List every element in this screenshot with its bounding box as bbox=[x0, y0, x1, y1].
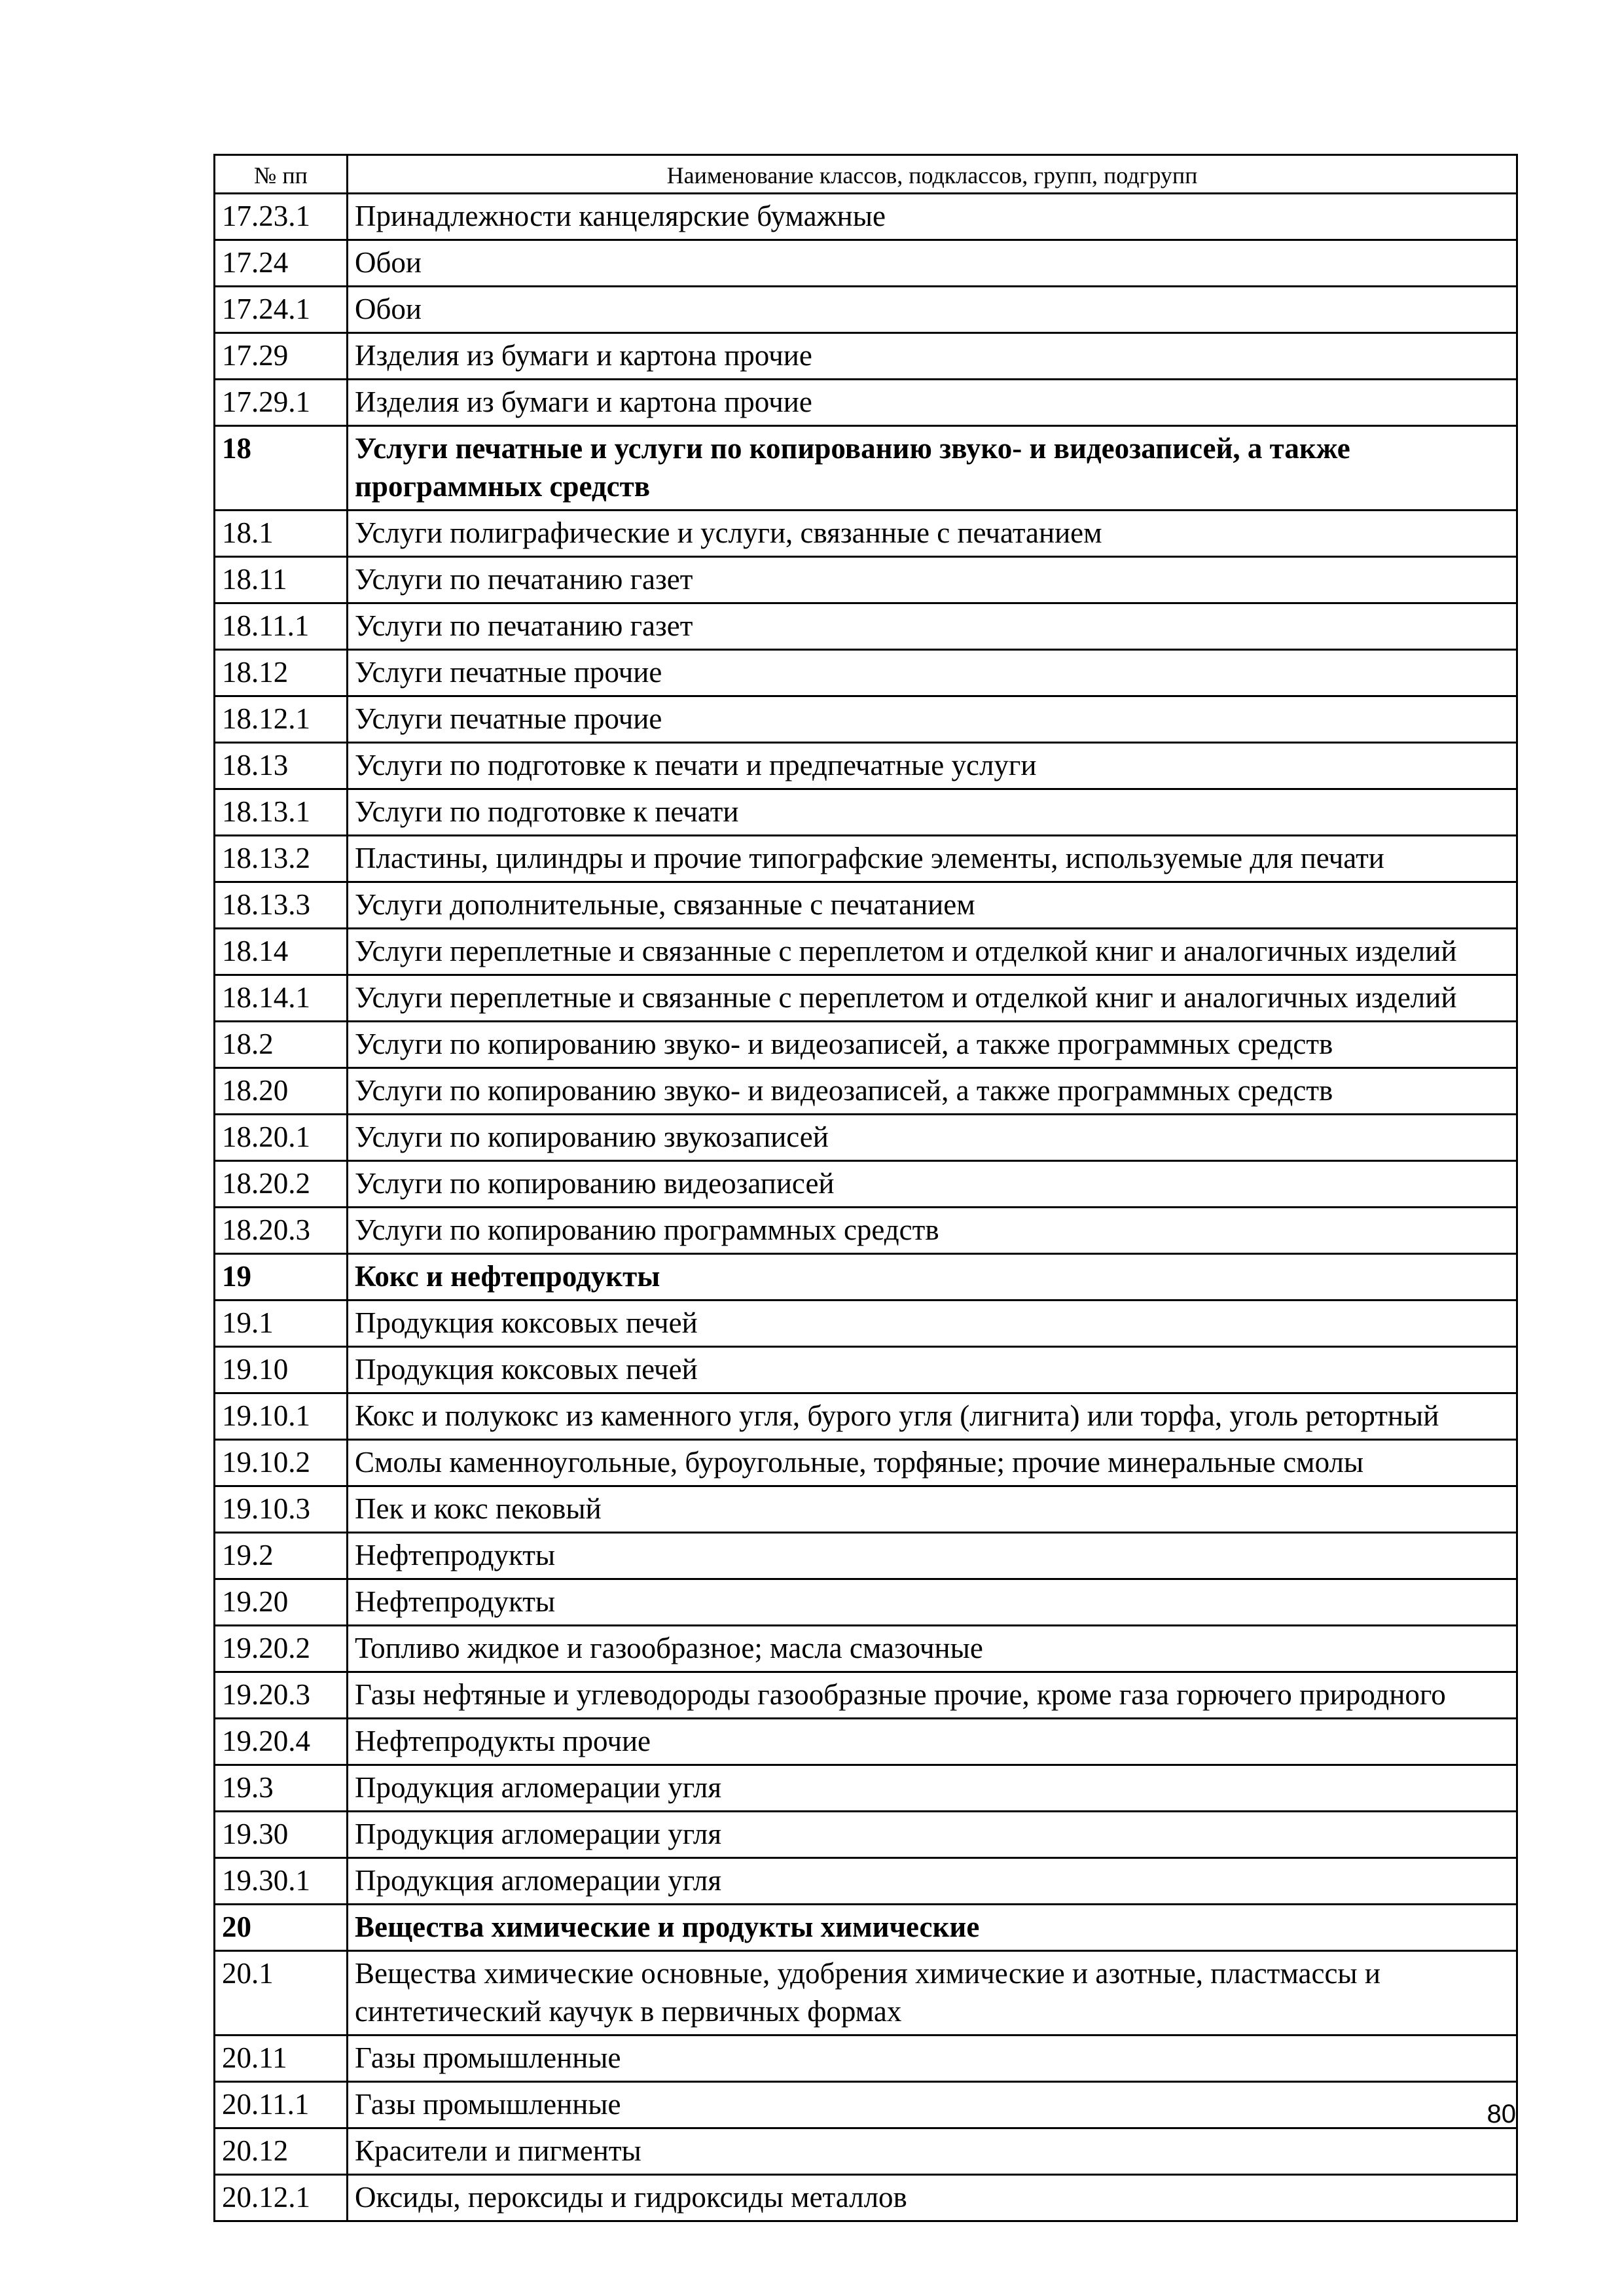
row-code: 19.20 bbox=[215, 1579, 348, 1626]
row-code: 18.11.1 bbox=[215, 603, 348, 650]
table-row bbox=[215, 1579, 1517, 1626]
row-name: Услуги полиграфические и услуги, связанные с печатанием bbox=[348, 511, 1517, 557]
row-code: 19.10.1 bbox=[215, 1393, 348, 1440]
row-code: 20.12 bbox=[215, 2128, 348, 2175]
row-code: 19.10.3 bbox=[215, 1486, 348, 1533]
table-row bbox=[215, 1486, 1517, 1533]
table-row bbox=[215, 1858, 1517, 1905]
table-row bbox=[215, 240, 1517, 287]
row-name: Нефтепродукты bbox=[348, 1533, 1517, 1579]
row-code: 18.13.2 bbox=[215, 836, 348, 882]
row-name: Услуги переплетные и связанные с переплетом и отделкой книг и аналогичных изделий bbox=[348, 929, 1517, 975]
table-row bbox=[215, 1951, 1517, 2036]
row-code: 20.11 bbox=[215, 2036, 348, 2082]
row-name: Услуги по копированию звуко- и видеозаписей, а также программных средств bbox=[348, 1068, 1517, 1115]
row-code: 18.11 bbox=[215, 557, 348, 603]
table-header-row bbox=[215, 155, 1517, 194]
row-name: Газы промышленные bbox=[348, 2082, 1517, 2128]
row-code: 19.1 bbox=[215, 1300, 348, 1347]
table-row bbox=[215, 1208, 1517, 1254]
row-code: 17.24.1 bbox=[215, 287, 348, 333]
table-row bbox=[215, 426, 1517, 511]
table-row bbox=[215, 696, 1517, 743]
table-row bbox=[215, 511, 1517, 557]
row-name: Смолы каменноугольные, буроугольные, торфяные; прочие минеральные смолы bbox=[348, 1440, 1517, 1486]
table-row bbox=[215, 1347, 1517, 1393]
row-code: 20 bbox=[215, 1905, 348, 1951]
row-code: 18.20.2 bbox=[215, 1161, 348, 1208]
table-row bbox=[215, 1161, 1517, 1208]
row-code: 19.3 bbox=[215, 1765, 348, 1812]
row-name: Оксиды, пероксиды и гидроксиды металлов bbox=[348, 2175, 1517, 2221]
row-code: 18.13.1 bbox=[215, 789, 348, 836]
table-row bbox=[215, 380, 1517, 426]
row-code: 18.14 bbox=[215, 929, 348, 975]
table-row bbox=[215, 1812, 1517, 1858]
row-code: 18.13 bbox=[215, 743, 348, 789]
row-name: Изделия из бумаги и картона прочие bbox=[348, 333, 1517, 380]
row-name: Вещества химические и продукты химические bbox=[348, 1905, 1517, 1951]
table-row bbox=[215, 1300, 1517, 1347]
row-name: Услуги печатные прочие bbox=[348, 650, 1517, 696]
row-name: Услуги печатные и услуги по копированию звуко- и видеозаписей, а также программных средств bbox=[348, 426, 1517, 511]
table-row bbox=[215, 1719, 1517, 1765]
table-row bbox=[215, 2036, 1517, 2082]
row-code: 18.20 bbox=[215, 1068, 348, 1115]
row-name: Продукция коксовых печей bbox=[348, 1347, 1517, 1393]
row-code: 18.12.1 bbox=[215, 696, 348, 743]
row-name: Красители и пигменты bbox=[348, 2128, 1517, 2175]
row-name: Услуги печатные прочие bbox=[348, 696, 1517, 743]
row-name: Вещества химические основные, удобрения химические и азотные, пластмассы и синтетический каучук в первичных формах bbox=[348, 1951, 1517, 2036]
table-row bbox=[215, 1765, 1517, 1812]
table-row bbox=[215, 1672, 1517, 1719]
table-row bbox=[215, 557, 1517, 603]
row-name: Продукция агломерации угля bbox=[348, 1858, 1517, 1905]
table-row bbox=[215, 603, 1517, 650]
row-code: 17.29 bbox=[215, 333, 348, 380]
table-row bbox=[215, 1115, 1517, 1161]
row-code: 20.12.1 bbox=[215, 2175, 348, 2221]
row-name: Услуги по копированию видеозаписей bbox=[348, 1161, 1517, 1208]
row-name: Пек и кокс пековый bbox=[348, 1486, 1517, 1533]
table-row bbox=[215, 882, 1517, 929]
row-name: Услуги по копированию звуко- и видеозаписей, а также программных средств bbox=[348, 1022, 1517, 1068]
row-name: Услуги по печатанию газет bbox=[348, 557, 1517, 603]
row-code: 19.20.4 bbox=[215, 1719, 348, 1765]
table-row bbox=[215, 1393, 1517, 1440]
row-name: Услуги по копированию программных средств bbox=[348, 1208, 1517, 1254]
table-row bbox=[215, 287, 1517, 333]
row-name: Продукция коксовых печей bbox=[348, 1300, 1517, 1347]
table-row bbox=[215, 789, 1517, 836]
row-code: 18.20.1 bbox=[215, 1115, 348, 1161]
row-name: Услуги переплетные и связанные с переплетом и отделкой книг и аналогичных изделий bbox=[348, 975, 1517, 1022]
table-row bbox=[215, 1533, 1517, 1579]
row-code: 19.20.3 bbox=[215, 1672, 348, 1719]
row-name: Продукция агломерации угля bbox=[348, 1765, 1517, 1812]
table-row bbox=[215, 743, 1517, 789]
row-code: 18.1 bbox=[215, 511, 348, 557]
row-name: Принадлежности канцелярские бумажные bbox=[348, 194, 1517, 240]
row-code: 19.10.2 bbox=[215, 1440, 348, 1486]
row-code: 18 bbox=[215, 426, 348, 511]
table-row bbox=[215, 650, 1517, 696]
table-row bbox=[215, 975, 1517, 1022]
table-row bbox=[215, 333, 1517, 380]
row-code: 17.23.1 bbox=[215, 194, 348, 240]
table-row bbox=[215, 1626, 1517, 1672]
row-code: 19 bbox=[215, 1254, 348, 1300]
table-row bbox=[215, 2128, 1517, 2175]
table-row bbox=[215, 1254, 1517, 1300]
row-name: Кокс и полукокс из каменного угля, бурого угля (лигнита) или торфа, уголь ретортный bbox=[348, 1393, 1517, 1440]
row-name: Газы нефтяные и углеводороды газообразные прочие, кроме газа горючего природного bbox=[348, 1672, 1517, 1719]
row-code: 18.20.3 bbox=[215, 1208, 348, 1254]
row-name: Изделия из бумаги и картона прочие bbox=[348, 380, 1517, 426]
table-row bbox=[215, 2082, 1517, 2128]
row-name: Кокс и нефтепродукты bbox=[348, 1254, 1517, 1300]
table-row bbox=[215, 2175, 1517, 2221]
row-code: 19.2 bbox=[215, 1533, 348, 1579]
row-name: Услуги по копированию звукозаписей bbox=[348, 1115, 1517, 1161]
row-name: Услуги по печатанию газет bbox=[348, 603, 1517, 650]
row-code: 20.11.1 bbox=[215, 2082, 348, 2128]
row-code: 19.10 bbox=[215, 1347, 348, 1393]
page-number: 80 bbox=[1487, 2100, 1516, 2128]
row-name: Обои bbox=[348, 240, 1517, 287]
table-row bbox=[215, 1440, 1517, 1486]
header-name: Наименование классов, подклассов, групп, подгрупп bbox=[348, 155, 1517, 194]
table-body bbox=[215, 194, 1517, 2221]
row-code: 18.14.1 bbox=[215, 975, 348, 1022]
row-name: Топливо жидкое и газообразное; масла смазочные bbox=[348, 1626, 1517, 1672]
row-code: 18.2 bbox=[215, 1022, 348, 1068]
table-row bbox=[215, 1022, 1517, 1068]
table-row bbox=[215, 929, 1517, 975]
row-code: 20.1 bbox=[215, 1951, 348, 2036]
row-code: 19.30.1 bbox=[215, 1858, 348, 1905]
row-name: Услуги по подготовке к печати bbox=[348, 789, 1517, 836]
row-name: Нефтепродукты bbox=[348, 1579, 1517, 1626]
row-name: Услуги по подготовке к печати и предпечатные услуги bbox=[348, 743, 1517, 789]
table-row bbox=[215, 194, 1517, 240]
table-row bbox=[215, 836, 1517, 882]
row-name: Продукция агломерации угля bbox=[348, 1812, 1517, 1858]
row-code: 17.24 bbox=[215, 240, 348, 287]
row-name: Газы промышленные bbox=[348, 2036, 1517, 2082]
row-code: 18.12 bbox=[215, 650, 348, 696]
row-name: Обои bbox=[348, 287, 1517, 333]
header-number: № пп bbox=[215, 155, 348, 194]
row-name: Нефтепродукты прочие bbox=[348, 1719, 1517, 1765]
table-row bbox=[215, 1068, 1517, 1115]
row-name: Пластины, цилиндры и прочие типографские элементы, используемые для печати bbox=[348, 836, 1517, 882]
row-code: 18.13.3 bbox=[215, 882, 348, 929]
row-code: 19.30 bbox=[215, 1812, 348, 1858]
row-name: Услуги дополнительные, связанные с печатанием bbox=[348, 882, 1517, 929]
table-row bbox=[215, 1905, 1517, 1951]
classifier-table bbox=[213, 154, 1518, 2222]
row-code: 17.29.1 bbox=[215, 380, 348, 426]
row-code: 19.20.2 bbox=[215, 1626, 348, 1672]
